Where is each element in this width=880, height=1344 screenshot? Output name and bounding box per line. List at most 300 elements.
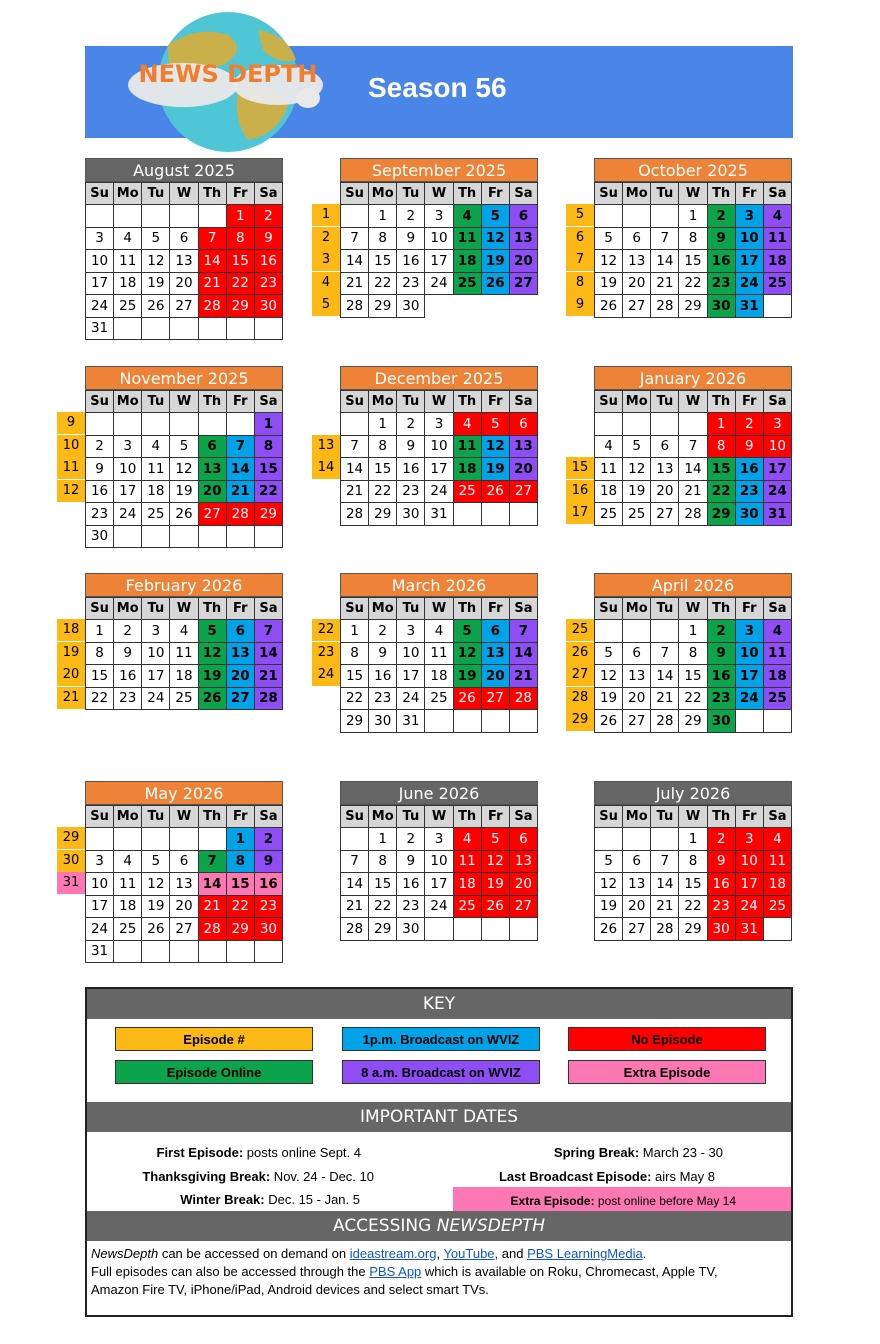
- day-cell: 29: [226, 295, 254, 318]
- day-cell: 30: [707, 710, 735, 733]
- day-cell: 8: [369, 850, 397, 873]
- day-cell: 29: [707, 503, 735, 526]
- day-cell: 24: [735, 687, 763, 710]
- day-cell: 19: [595, 687, 623, 710]
- day-cell: 20: [170, 272, 198, 295]
- day-cell: [226, 317, 254, 340]
- weekday-header: Su: [595, 598, 623, 620]
- day-cell: 3: [86, 850, 114, 873]
- day-cell: 9: [397, 227, 425, 250]
- day-cell: 27: [170, 918, 198, 941]
- accessing-text: NewsDepth can be accessed on demand on ideastream.org, YouTube, and PBS LearningMedia. Full episodes can also be accessed through the PBS App which is available on Roku, Chromecast, Apple TV, Amazon Fire TV, iPhone/iPad, Android devices and select smart TVs.: [91, 1246, 718, 1297]
- thanksgiving-break-date: Thanksgiving Break: Nov. 24 - Dec. 10: [142, 1169, 374, 1184]
- day-cell: 8: [679, 227, 707, 250]
- episode-number: 27: [566, 664, 594, 686]
- day-cell: 6: [509, 413, 537, 436]
- day-cell: 13: [623, 665, 651, 688]
- day-cell: 14: [651, 250, 679, 273]
- day-cell: 12: [170, 458, 198, 481]
- day-cell: 6: [481, 620, 509, 643]
- episode-number: 13: [312, 435, 340, 457]
- episode-number: 26: [566, 642, 594, 664]
- weekday-header: Mo: [114, 391, 142, 413]
- month-title: September 2025: [340, 158, 538, 182]
- day-cell: 14: [509, 642, 537, 665]
- day-cell: 25: [114, 918, 142, 941]
- day-cell: 14: [341, 873, 369, 896]
- weekday-header: Sa: [763, 391, 791, 413]
- day-cell: [226, 940, 254, 963]
- ideastream-link[interactable]: ideastream.org: [349, 1246, 437, 1261]
- day-cell: 19: [595, 895, 623, 918]
- weekday-header: Tu: [651, 806, 679, 828]
- episode-number: 14: [312, 457, 340, 479]
- accessing-title: ACCESSING NEWSDEPTH: [87, 1211, 791, 1241]
- weekday-header: W: [679, 183, 707, 205]
- day-cell: 12: [595, 665, 623, 688]
- day-cell: 1: [86, 620, 114, 643]
- day-cell: [254, 317, 282, 340]
- day-cell: [170, 205, 198, 228]
- day-cell: 1: [369, 413, 397, 436]
- weekday-header: Tu: [651, 598, 679, 620]
- day-cell: [595, 413, 623, 436]
- day-cell: 30: [254, 295, 282, 318]
- day-cell: [254, 525, 282, 548]
- spring-break-date: Spring Break: March 23 - 30: [553, 1145, 723, 1160]
- day-cell: 4: [453, 413, 481, 436]
- day-cell: 12: [481, 850, 509, 873]
- day-cell: 19: [453, 665, 481, 688]
- calendar-month: [85, 573, 283, 710]
- weekday-header: Mo: [369, 391, 397, 413]
- day-cell: 11: [763, 642, 791, 665]
- day-cell: 6: [623, 642, 651, 665]
- day-cell: 24: [425, 480, 453, 503]
- day-cell: [170, 413, 198, 436]
- day-cell: 22: [226, 272, 254, 295]
- weekday-header: Tu: [397, 806, 425, 828]
- weekday-header: Fr: [481, 598, 509, 620]
- day-cell: [226, 525, 254, 548]
- weekday-header: Th: [707, 391, 735, 413]
- day-cell: 13: [623, 250, 651, 273]
- day-cell: 25: [595, 503, 623, 526]
- day-cell: [509, 918, 537, 941]
- day-cell: 12: [453, 642, 481, 665]
- day-cell: 24: [142, 687, 170, 710]
- day-cell: 30: [254, 918, 282, 941]
- day-cell: 2: [254, 205, 282, 228]
- day-cell: [114, 317, 142, 340]
- day-cell: 11: [170, 642, 198, 665]
- episode-number: 20: [57, 664, 85, 686]
- day-cell: 31: [735, 918, 763, 941]
- day-cell: [425, 710, 453, 733]
- day-cell: 18: [453, 458, 481, 481]
- day-cell: 16: [254, 873, 282, 896]
- day-cell: 27: [481, 687, 509, 710]
- day-cell: 20: [170, 895, 198, 918]
- day-cell: 25: [170, 687, 198, 710]
- day-cell: [170, 940, 198, 963]
- day-cell: 21: [226, 480, 254, 503]
- weekday-header: Fr: [481, 391, 509, 413]
- day-cell: 4: [142, 435, 170, 458]
- weekday-header: Th: [453, 806, 481, 828]
- day-cell: 28: [341, 295, 369, 318]
- day-cell: 23: [254, 272, 282, 295]
- day-cell: 10: [114, 458, 142, 481]
- day-cell: 14: [198, 250, 226, 273]
- day-cell: 5: [481, 205, 509, 228]
- day-cell: 21: [651, 895, 679, 918]
- day-cell: 19: [142, 895, 170, 918]
- day-cell: 15: [679, 873, 707, 896]
- day-cell: 1: [341, 620, 369, 643]
- day-cell: [509, 710, 537, 733]
- day-cell: 16: [707, 873, 735, 896]
- day-cell: [481, 918, 509, 941]
- day-cell: 10: [142, 642, 170, 665]
- day-cell: 27: [623, 918, 651, 941]
- day-cell: 26: [198, 687, 226, 710]
- day-cell: 7: [341, 850, 369, 873]
- day-cell: 24: [425, 895, 453, 918]
- weekday-header: Su: [341, 183, 369, 205]
- day-cell: 8: [707, 435, 735, 458]
- day-cell: 24: [425, 272, 453, 295]
- day-cell: 27: [170, 295, 198, 318]
- day-cell: 23: [707, 687, 735, 710]
- day-cell: 5: [481, 828, 509, 851]
- day-cell: 14: [226, 458, 254, 481]
- day-cell: 21: [509, 665, 537, 688]
- weekday-header: Mo: [369, 598, 397, 620]
- day-cell: [679, 413, 707, 436]
- day-cell: 5: [198, 620, 226, 643]
- day-cell: 29: [254, 503, 282, 526]
- day-cell: 3: [397, 620, 425, 643]
- weekday-header: Mo: [114, 183, 142, 205]
- episode-number: 12: [57, 480, 85, 502]
- day-cell: [651, 828, 679, 851]
- day-cell: 15: [226, 250, 254, 273]
- weekday-header: Sa: [763, 183, 791, 205]
- day-cell: [453, 503, 481, 526]
- day-cell: 15: [679, 250, 707, 273]
- episode-number: 11: [57, 457, 85, 479]
- day-cell: 31: [86, 317, 114, 340]
- episode-number: 18: [57, 619, 85, 641]
- day-cell: 22: [707, 480, 735, 503]
- day-cell: 8: [369, 435, 397, 458]
- youtube-link[interactable]: YouTube: [443, 1246, 495, 1261]
- day-cell: 17: [735, 873, 763, 896]
- weekday-header: Sa: [509, 806, 537, 828]
- day-cell: 7: [341, 435, 369, 458]
- day-cell: 30: [707, 918, 735, 941]
- day-cell: 14: [679, 458, 707, 481]
- weekday-header: Fr: [735, 598, 763, 620]
- weekday-header: Su: [86, 806, 114, 828]
- weekday-header: Mo: [623, 183, 651, 205]
- day-cell: [142, 205, 170, 228]
- day-cell: [481, 710, 509, 733]
- day-cell: 13: [170, 873, 198, 896]
- weekday-header: Su: [341, 598, 369, 620]
- day-cell: 31: [425, 503, 453, 526]
- day-cell: 23: [397, 480, 425, 503]
- day-cell: 21: [651, 687, 679, 710]
- day-cell: 7: [509, 620, 537, 643]
- day-cell: 18: [114, 272, 142, 295]
- day-cell: [198, 940, 226, 963]
- day-cell: 19: [198, 665, 226, 688]
- day-cell: 7: [651, 850, 679, 873]
- day-cell: 13: [198, 458, 226, 481]
- day-cell: 9: [114, 642, 142, 665]
- day-cell: 25: [763, 272, 791, 295]
- day-cell: [453, 918, 481, 941]
- episode-number: 25: [566, 619, 594, 641]
- day-cell: 26: [595, 295, 623, 318]
- day-cell: 29: [369, 918, 397, 941]
- weekday-header: Tu: [397, 598, 425, 620]
- day-cell: 26: [170, 503, 198, 526]
- day-cell: 15: [707, 458, 735, 481]
- weekday-header: Mo: [369, 183, 397, 205]
- day-cell: 4: [170, 620, 198, 643]
- weekday-header: Su: [341, 391, 369, 413]
- day-cell: 14: [651, 873, 679, 896]
- day-cell: 6: [509, 205, 537, 228]
- day-cell: 8: [226, 227, 254, 250]
- weekday-header: Su: [86, 183, 114, 205]
- day-cell: 10: [425, 850, 453, 873]
- episode-number: 6: [566, 227, 594, 249]
- day-cell: [623, 205, 651, 228]
- weekday-header: W: [425, 183, 453, 205]
- day-cell: 17: [114, 480, 142, 503]
- day-cell: 2: [114, 620, 142, 643]
- key-item: 1p.m. Broadcast on WVIZ: [342, 1027, 540, 1051]
- day-cell: 7: [651, 227, 679, 250]
- day-cell: 22: [254, 480, 282, 503]
- day-cell: 31: [735, 295, 763, 318]
- day-cell: 10: [397, 642, 425, 665]
- day-cell: 18: [425, 665, 453, 688]
- day-cell: [114, 525, 142, 548]
- day-cell: 15: [369, 250, 397, 273]
- weekday-header: Su: [595, 391, 623, 413]
- day-cell: 2: [707, 205, 735, 228]
- day-cell: 18: [170, 665, 198, 688]
- day-cell: 23: [397, 272, 425, 295]
- day-cell: 21: [341, 895, 369, 918]
- day-cell: 4: [114, 850, 142, 873]
- day-cell: 15: [86, 665, 114, 688]
- weekday-header: Sa: [509, 391, 537, 413]
- day-cell: 28: [198, 295, 226, 318]
- episode-number: 9: [566, 294, 594, 316]
- day-cell: [114, 413, 142, 436]
- day-cell: 20: [651, 480, 679, 503]
- day-cell: 1: [226, 828, 254, 851]
- day-cell: 28: [254, 687, 282, 710]
- pbs-learningmedia-link[interactable]: PBS LearningMedia: [527, 1246, 643, 1261]
- weekday-header: Mo: [623, 391, 651, 413]
- episode-number: 9: [57, 412, 85, 434]
- day-cell: 27: [198, 503, 226, 526]
- info-panel: [85, 987, 793, 1317]
- day-cell: 25: [114, 295, 142, 318]
- day-cell: 29: [369, 503, 397, 526]
- month-title: March 2026: [340, 573, 538, 597]
- day-cell: [595, 828, 623, 851]
- day-cell: [763, 710, 791, 733]
- episode-number: 8: [566, 272, 594, 294]
- month-title: November 2025: [85, 366, 283, 390]
- day-cell: 18: [142, 480, 170, 503]
- day-cell: 24: [735, 895, 763, 918]
- weekday-header: Th: [198, 391, 226, 413]
- day-cell: 7: [198, 850, 226, 873]
- episode-number: 5: [566, 204, 594, 226]
- day-cell: 16: [397, 873, 425, 896]
- day-cell: 12: [142, 873, 170, 896]
- day-cell: 10: [86, 250, 114, 273]
- weekday-header: W: [679, 391, 707, 413]
- day-cell: 9: [707, 850, 735, 873]
- calendar-month: [85, 366, 283, 548]
- day-cell: 26: [481, 480, 509, 503]
- day-cell: 13: [651, 458, 679, 481]
- weekday-header: Fr: [481, 806, 509, 828]
- day-cell: 23: [707, 272, 735, 295]
- day-cell: 9: [254, 850, 282, 873]
- day-cell: 27: [623, 710, 651, 733]
- day-cell: 11: [453, 227, 481, 250]
- day-cell: 17: [763, 458, 791, 481]
- day-cell: [142, 413, 170, 436]
- calendar-month: [340, 781, 538, 941]
- day-cell: 18: [114, 895, 142, 918]
- day-cell: 6: [226, 620, 254, 643]
- day-cell: 19: [481, 458, 509, 481]
- day-cell: [453, 295, 481, 318]
- day-cell: 30: [707, 295, 735, 318]
- day-cell: 12: [142, 250, 170, 273]
- day-cell: [481, 295, 509, 318]
- day-cell: 24: [114, 503, 142, 526]
- day-cell: 19: [481, 250, 509, 273]
- day-cell: 29: [679, 710, 707, 733]
- day-cell: [651, 205, 679, 228]
- day-cell: 18: [595, 480, 623, 503]
- day-cell: 30: [397, 918, 425, 941]
- weekday-header: Sa: [509, 183, 537, 205]
- weekday-header: Mo: [623, 598, 651, 620]
- day-cell: 22: [369, 895, 397, 918]
- day-cell: 4: [425, 620, 453, 643]
- episode-number: 31: [57, 872, 85, 894]
- day-cell: 30: [397, 295, 425, 318]
- day-cell: 9: [397, 435, 425, 458]
- day-cell: 6: [623, 227, 651, 250]
- day-cell: 17: [397, 665, 425, 688]
- day-cell: 11: [114, 250, 142, 273]
- day-cell: 25: [623, 503, 651, 526]
- day-cell: 2: [86, 435, 114, 458]
- day-cell: [142, 525, 170, 548]
- day-cell: 11: [453, 850, 481, 873]
- day-cell: 15: [369, 458, 397, 481]
- day-cell: 6: [170, 850, 198, 873]
- day-cell: [86, 205, 114, 228]
- day-cell: 12: [623, 458, 651, 481]
- weekday-header: Fr: [735, 183, 763, 205]
- day-cell: 2: [735, 413, 763, 436]
- weekday-header: W: [425, 391, 453, 413]
- day-cell: 26: [142, 918, 170, 941]
- day-cell: 16: [735, 458, 763, 481]
- day-cell: [509, 295, 537, 318]
- day-cell: 28: [198, 918, 226, 941]
- day-cell: 21: [679, 480, 707, 503]
- day-cell: 9: [397, 850, 425, 873]
- day-cell: 25: [453, 272, 481, 295]
- weekday-header: Tu: [397, 391, 425, 413]
- day-cell: 24: [763, 480, 791, 503]
- weekday-header: Su: [595, 806, 623, 828]
- day-cell: 16: [707, 250, 735, 273]
- day-cell: [198, 413, 226, 436]
- day-cell: 7: [651, 642, 679, 665]
- weekday-header: Su: [86, 391, 114, 413]
- month-title: October 2025: [594, 158, 792, 182]
- day-cell: 20: [481, 665, 509, 688]
- day-cell: 28: [651, 710, 679, 733]
- day-cell: 31: [86, 940, 114, 963]
- episode-number: 30: [57, 850, 85, 872]
- day-cell: [341, 205, 369, 228]
- day-cell: 21: [341, 272, 369, 295]
- weekday-header: Tu: [397, 183, 425, 205]
- weekday-header: Th: [707, 183, 735, 205]
- day-cell: 7: [679, 435, 707, 458]
- weekday-header: Th: [707, 598, 735, 620]
- pbs-app-link[interactable]: PBS App: [369, 1264, 422, 1279]
- day-cell: [425, 918, 453, 941]
- episode-number: 22: [312, 619, 340, 641]
- day-cell: 20: [623, 895, 651, 918]
- calendar-month: [340, 366, 538, 526]
- day-cell: 25: [453, 480, 481, 503]
- day-cell: [595, 620, 623, 643]
- day-cell: 22: [679, 687, 707, 710]
- day-cell: 10: [425, 435, 453, 458]
- day-cell: 14: [651, 665, 679, 688]
- weekday-header: Sa: [254, 183, 282, 205]
- day-cell: 20: [509, 873, 537, 896]
- month-title: May 2026: [85, 781, 283, 805]
- day-cell: 4: [763, 828, 791, 851]
- calendar-month: [340, 573, 538, 733]
- day-cell: 21: [341, 480, 369, 503]
- day-cell: 13: [481, 642, 509, 665]
- day-cell: [623, 413, 651, 436]
